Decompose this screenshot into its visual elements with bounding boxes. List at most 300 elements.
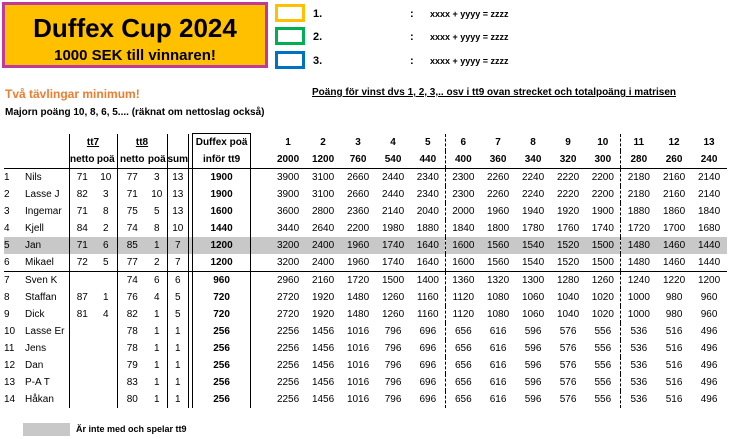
tt7-netto-cell [69,272,95,290]
sum-cell: 1 [167,323,189,340]
table-row [4,306,727,323]
matrix-cell: 536 [621,323,657,340]
tt7-points-cell: 10 [100,172,112,183]
rank-cell: 1 [4,172,10,183]
matrix-cell: 1480 [621,237,657,254]
duffex-points-cell: 1900 [193,169,251,187]
matrix-cell: 1740 [376,237,411,254]
position-points-header: 240 [692,151,727,169]
player-name: Nils [25,172,42,183]
tt7-netto-cell [69,323,95,340]
tt8-netto-cell: 77 [117,169,147,187]
duffex-points-cell: 1600 [193,203,251,220]
matrix-cell: 1880 [621,203,657,220]
prize-color-box [275,51,305,69]
table-cell [251,391,271,408]
matrix-cell: 516 [665,394,683,405]
position-header: 9 [565,136,571,148]
matrix-cell: 2720 [276,309,300,320]
duffex-points-cell: 256 [193,340,251,357]
matrix-cell: 656 [446,391,481,408]
duffex-header: Duffex poä [193,134,251,152]
matrix-cell: 556 [594,360,612,371]
table-cell [4,151,25,169]
matrix-cell: 1456 [311,326,335,337]
header-row-top [4,134,727,152]
matrix-cell: 536 [621,340,657,357]
matrix-cell: 796 [384,326,402,337]
duffex-points-cell: 720 [193,289,251,306]
matrix-cell: 1020 [591,309,614,320]
matrix-cell: 616 [489,377,507,388]
player-name: Dan [25,360,44,371]
duffex-points-cell: 256 [193,391,251,408]
prize-place-label: 2. [313,31,323,43]
player-name: Dick [25,309,45,320]
matrix-cell: 1060 [521,309,545,320]
matrix-cell: 1640 [411,237,446,254]
duffex-points-cell: 1200 [193,237,251,254]
position-points-header: 360 [481,151,516,169]
matrix-cell: 3100 [311,172,335,183]
prize-formula: xxxx + yyyy = zzzz [430,32,509,42]
table-cell [167,134,189,152]
tt8-netto-cell: 75 [117,203,147,220]
matrix-cell: 2140 [697,189,721,200]
rank-cell: 9 [4,309,10,320]
duffex-points-cell: 256 [193,357,251,374]
rank-cell: 7 [4,275,10,286]
matrix-cell: 1700 [662,223,686,234]
rank-cell: 13 [4,377,16,388]
rank-cell: 10 [4,326,16,337]
matrix-cell: 1840 [697,206,721,217]
matrix-cell: 1160 [417,292,439,303]
matrix-cell: 2660 [346,189,370,200]
tt7-netto-cell: 71 [69,169,95,187]
matrix-cell: 796 [384,394,402,405]
matrix-cell: 980 [665,292,683,303]
rank-cell: 4 [4,223,10,234]
matrix-cell: 1020 [591,292,614,303]
position-header: 7 [495,136,501,148]
matrix-cell: 1060 [521,292,545,303]
matrix-cell: 2800 [311,206,335,217]
matrix-cell: 596 [524,360,542,371]
matrix-cell: 1080 [486,292,510,303]
matrix-cell: 556 [594,326,612,337]
matrix-cell: 2660 [346,172,370,183]
tt8-netto-cell: 78 [117,340,147,357]
matrix-cell: 1400 [416,275,439,286]
matrix-cell: 1480 [346,292,370,303]
matrix-cell: 1080 [486,309,510,320]
table-cell [25,151,69,169]
matrix-cell: 1760 [556,223,580,234]
matrix-cell: 1920 [311,292,335,303]
matrix-cell: 1456 [311,377,335,388]
minimum-note: Två tävlingar minimum! [5,87,140,101]
matrix-cell: 596 [524,343,542,354]
tt8-points-cell: 1 [153,309,160,320]
tt7-points-cell: 3 [102,189,109,200]
rank-cell: 6 [4,254,25,272]
matrix-cell: 1016 [346,326,370,337]
position-header: 10 [597,136,609,148]
matrix-cell: 2140 [697,172,721,183]
matrix-cell: 1456 [311,360,335,371]
table-cell [251,323,271,340]
prize-formula: xxxx + yyyy = zzzz [430,56,509,66]
table-row [4,323,727,340]
tt8-points-cell: 1 [153,326,160,337]
matrix-cell: 576 [559,377,577,388]
matrix-cell: 1500 [586,254,621,272]
matrix-cell: 796 [384,377,402,388]
prize-place-label: 1. [313,8,323,20]
matrix-cell: 696 [419,343,437,354]
position-header: 4 [390,136,396,148]
matrix-cell: 576 [559,343,577,354]
sum-cell: 6 [167,272,189,290]
matrix-cell: 576 [559,360,577,371]
position-points-header: 1200 [306,151,341,169]
position-header: 12 [668,136,680,148]
legend-swatch [23,423,70,436]
sum-cell: 1 [167,357,189,374]
table-row [4,340,727,357]
matrix-cell: 496 [700,360,718,371]
table-row [4,357,727,374]
matrix-cell: 2040 [416,206,439,217]
position-points-header: 400 [446,151,481,169]
matrix-cell: 1000 [621,289,657,306]
matrix-cell: 696 [419,377,437,388]
matrix-cell: 1600 [446,237,481,254]
position-header: 8 [530,136,536,148]
matrix-cell: 2180 [621,186,657,203]
tt7-points-cell: 5 [95,254,117,272]
table-row [4,220,727,237]
position-points-header: 280 [621,151,657,169]
matrix-cell: 496 [700,343,718,354]
matrix-cell: 496 [700,326,718,337]
matrix-cell: 2140 [381,206,405,217]
player-name: Mikael [25,254,69,272]
matrix-cell: 1360 [446,272,481,290]
matrix-cell: 696 [419,326,437,337]
table-row [4,203,727,220]
matrix-cell: 1240 [621,272,657,290]
matrix-cell: 2300 [446,169,481,187]
table-row [4,254,727,272]
tt7-points-cell: 4 [102,309,109,320]
matrix-cell: 2260 [486,189,510,200]
player-name: Lasse Er [25,326,65,337]
matrix-cell: 960 [700,292,718,303]
tt7-points-cell: 1 [102,292,109,303]
matrix-cell: 2240 [521,189,545,200]
table-cell [251,169,271,187]
duffex-points-cell: 1440 [193,220,251,237]
matrix-cell: 656 [446,323,481,340]
rank-cell: 12 [4,360,16,371]
matrix-cell: 1016 [346,343,370,354]
matrix-cell: 2180 [621,169,657,187]
matrix-cell: 1520 [551,254,586,272]
duffex-points-cell: 1900 [193,186,251,203]
matrix-cell: 1456 [311,394,335,405]
major-points-note: Majorn poäng 10, 8, 6, 5.... (räknat om nettoslag också) [5,107,265,118]
prize-formula: xxxx + yyyy = zzzz [430,9,509,19]
matrix-cell: 1780 [521,223,545,234]
matrix-cell: 2256 [276,360,300,371]
matrix-cell: 536 [621,374,657,391]
matrix-cell: 1280 [556,275,580,286]
matrix-cell: 2720 [276,292,300,303]
tt8-netto-cell: 76 [117,289,147,306]
tt7-netto-cell: 72 [69,254,95,272]
matrix-cell: 1900 [591,206,614,217]
sum-cell: 5 [167,306,189,323]
matrix-cell: 1120 [446,306,481,323]
matrix-cell: 696 [419,394,437,405]
tt8-points-cell: 1 [147,237,167,254]
matrix-cell: 2440 [381,172,405,183]
matrix-cell: 616 [489,360,507,371]
tt7-points-cell [95,323,117,340]
position-header: 1 [285,136,291,148]
matrix-cell: 2400 [306,254,341,272]
tt8-points-cell: 10 [151,189,163,200]
tt7-header: tt7 [69,134,117,152]
matrix-cell: 2160 [662,172,686,183]
sum-cell: 10 [167,220,189,237]
matrix-cell: 1880 [416,223,439,234]
prize-colon: : [410,55,414,67]
matrix-cell: 516 [665,343,683,354]
table-cell [251,254,271,272]
matrix-cell: 516 [665,360,683,371]
sum-cell: 13 [167,203,189,220]
matrix-cell: 2200 [591,189,614,200]
matrix-cell: 960 [700,309,718,320]
matrix-cell: 516 [665,377,683,388]
sum-cell: 1 [167,374,189,391]
matrix-cell: 1800 [486,223,510,234]
matrix-cell: 3600 [276,206,300,217]
prize-colon: : [410,8,414,20]
tt8-points-cell: 1 [153,343,160,354]
matrix-cell: 3900 [276,172,300,183]
matrix-cell: 2640 [311,223,335,234]
tt8-points-cell: 1 [153,377,160,388]
tt8-netto-cell: 80 [117,391,147,408]
matrix-cell: 2256 [276,326,300,337]
table-cell [251,151,271,169]
matrix-cell: 2160 [311,275,335,286]
matrix-cell: 2220 [556,189,580,200]
tt7-netto-cell: 71 [69,203,95,220]
matrix-cell: 1600 [446,254,481,272]
matrix-cell: 3100 [311,189,335,200]
player-name: Lasse J [25,189,60,200]
position-points-header: 440 [411,151,446,169]
tt7-points-cell: 2 [102,223,109,234]
rank-cell: 2 [4,189,10,200]
prize-colon: : [410,31,414,43]
matrix-cell: 3200 [271,254,306,272]
position-header: 11 [621,134,657,152]
table-row [4,186,727,203]
sum-cell: 5 [167,289,189,306]
table-cell [251,357,271,374]
matrix-cell: 2200 [591,172,614,183]
matrix-cell: 1000 [621,306,657,323]
player-name: P-A T [25,377,50,388]
matrix-cell: 596 [524,377,542,388]
matrix-cell: 1740 [591,223,614,234]
duffex-points-cell: 256 [193,374,251,391]
tt7-netto-header: netto [69,151,95,169]
matrix-cell: 980 [665,309,683,320]
table-cell [251,134,271,152]
position-points-header: 2000 [271,151,306,169]
matrix-cell: 1440 [692,237,727,254]
matrix-cell: 1720 [621,220,657,237]
rank-cell: 8 [4,292,10,303]
matrix-cell: 616 [489,394,507,405]
tt8-points-cell: 5 [153,206,160,217]
position-header: 2 [320,136,326,148]
matrix-cell: 796 [384,343,402,354]
table-cell [251,186,271,203]
matrix-cell: 3200 [271,237,306,254]
tt7-netto-cell [69,357,95,374]
tt8-points-cell: 1 [153,360,160,371]
table-row [4,272,727,290]
matrix-cell: 656 [446,340,481,357]
matrix-cell: 2400 [306,237,341,254]
matrix-cell: 1016 [346,360,370,371]
tt8-netto-cell: 74 [117,220,147,237]
table-row [4,237,727,254]
table-row [4,289,727,306]
rank-cell: 14 [4,394,16,405]
matrix-cell: 1300 [521,275,545,286]
sum-header: sum [167,151,189,169]
duffex-points-cell: 720 [193,306,251,323]
prize-color-box [275,27,305,45]
tt8-points-cell: 3 [153,172,160,183]
rank-cell: 3 [4,206,10,217]
matrix-cell: 1740 [376,254,411,272]
tt8-netto-cell: 71 [117,186,147,203]
matrix-cell: 556 [594,343,612,354]
legend-label: Är inte med och spelar tt9 [76,424,187,434]
position-points-header: 300 [586,151,621,169]
tt7-netto-cell: 81 [69,306,95,323]
rank-cell: 5 [4,237,25,254]
rank-cell: 11 [4,343,15,354]
table-cell [251,340,271,357]
matrix-cell: 2340 [416,189,439,200]
table-cell [251,306,271,323]
position-header: 6 [446,134,481,152]
tt7-points-cell [95,357,117,374]
matrix-cell: 1720 [346,275,370,286]
matrix-cell: 656 [446,374,481,391]
matrix-cell: 1480 [346,309,370,320]
matrix-cell: 1520 [551,237,586,254]
player-name: Jens [25,343,47,354]
matrix-cell: 3900 [276,189,300,200]
tt8-points-cell: 1 [153,394,160,405]
matrix-cell: 1460 [657,254,692,272]
position-points-header: 760 [341,151,376,169]
tt7-netto-cell [69,340,95,357]
tt8-netto-cell: 85 [117,237,147,254]
player-name: Ingemar [25,206,62,217]
tt8-points-cell: 2 [147,254,167,272]
sum-cell: 1 [167,391,189,408]
tt7-netto-cell: 82 [69,186,95,203]
matrix-cell: 2160 [662,189,686,200]
tt7-poa-header: poä [95,151,117,169]
matrix-cell: 2360 [346,206,370,217]
matrix-cell: 1860 [662,206,686,217]
tt7-netto-cell [69,374,95,391]
tt8-points-cell: 4 [153,292,160,303]
matrix-cell: 1120 [446,289,481,306]
tt8-netto-header: netto [117,151,147,169]
matrix-cell: 496 [700,377,718,388]
prize-subtitle: 1000 SEK till vinnaren! [54,47,216,64]
tt8-points-cell: 8 [153,223,160,234]
sum-cell: 1 [167,340,189,357]
duffex-points-cell: 256 [193,323,251,340]
tt7-netto-cell: 71 [69,237,95,254]
matrix-cell: 616 [489,326,507,337]
matrix-cell: 1560 [481,254,516,272]
matrix-cell: 536 [621,391,657,408]
duffex-points-cell: 1200 [193,254,251,272]
matrix-cell: 576 [559,326,577,337]
standings-table [4,133,727,408]
matrix-cell: 796 [384,360,402,371]
matrix-cell: 556 [594,377,612,388]
sum-cell: 7 [167,237,189,254]
position-header: 5 [425,136,431,148]
table-cell [25,134,69,152]
matrix-cell: 1260 [381,309,405,320]
matrix-cell: 1940 [521,206,545,217]
matrix-cell: 1840 [446,220,481,237]
matrix-cell: 1016 [346,377,370,388]
tt7-netto-cell [69,391,95,408]
table-cell [251,374,271,391]
matrix-cell: 1260 [381,292,405,303]
table-row [4,374,727,391]
matrix-cell: 1440 [692,254,727,272]
tt7-netto-cell: 84 [69,220,95,237]
tt7-points-cell: 8 [102,206,109,217]
table-cell [251,272,271,290]
matrix-cell: 2200 [346,223,370,234]
sum-cell: 13 [167,169,189,187]
table-row [4,169,727,187]
duffex-points-cell: 960 [193,272,251,290]
